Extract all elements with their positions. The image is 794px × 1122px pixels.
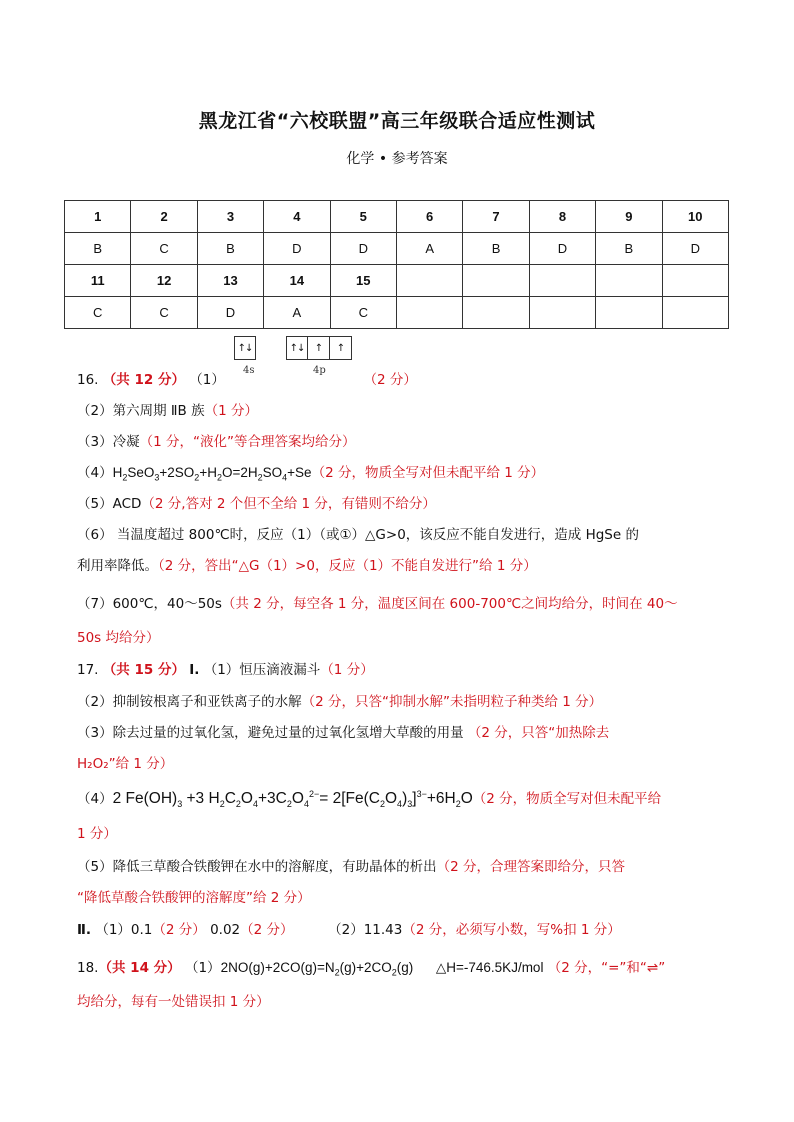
answer-text: （5）ACD <box>77 496 142 512</box>
table-row <box>65 233 729 265</box>
score-note: （2 分，合理答案即给分，只答 <box>436 859 625 875</box>
answer-text: （2）抑制铵根离子和亚铁离子的水解 <box>77 694 302 710</box>
question-number: 10 <box>662 201 728 233</box>
score-note: （2 分，物质全写对但未配平给 1 分） <box>311 465 545 481</box>
answer-cell: B <box>197 233 263 265</box>
orbital-box: ↑↓ <box>234 336 256 360</box>
score-note: （1 分，“液化”等合理答案均给分） <box>139 434 356 450</box>
score-note: 均给分，每有一处错误扣 1 分） <box>77 994 270 1010</box>
question-number: 16. <box>77 372 99 388</box>
answer-cell: C <box>131 297 197 329</box>
empty-cell <box>463 265 529 297</box>
question-number: 5 <box>330 201 396 233</box>
score-label: （共 14 分） <box>98 960 181 976</box>
equation: 2 $Fe(OH)_3 +3$ $H_2C_2O_4+3C_2O_4^{2-}= 2[Fe(C_2O_4)_3]^{3-}+6H_2O$ <box>112 788 473 810</box>
score-label: （共 15 分） <box>102 662 185 678</box>
score-note: （2 分） <box>363 372 417 388</box>
orbital-box: ↑ <box>308 336 330 360</box>
answer-cell: C <box>131 233 197 265</box>
q16-line7 <box>77 554 537 574</box>
question-number: 17. <box>77 662 99 678</box>
score-note: H₂O₂”给 1 分） <box>77 756 174 772</box>
score-note: （2 分，必须写小数，写%扣 1 分） <box>402 922 621 938</box>
q17-line6 <box>77 822 117 842</box>
empty-cell <box>396 297 462 329</box>
q16-line5 <box>77 492 436 512</box>
answer-text: （2）第六周期 ⅡB 族 <box>77 403 205 419</box>
score-note: （2 分，物质全写对但未配平给 <box>472 791 662 807</box>
score-note: （2 分） <box>240 922 294 938</box>
answer-table <box>64 200 729 329</box>
question-number: 18. <box>77 960 99 976</box>
score-label: （共 12 分） <box>102 372 185 388</box>
part-label: （1） <box>184 960 221 976</box>
answer-text: 利用率降低。 <box>77 558 158 574</box>
answer-text: （6） 当温度超过 800℃时，反应（1）（或①）△G>0，该反应不能自发进行，造成 HgSe 的 <box>77 527 639 543</box>
question-number: 8 <box>529 201 595 233</box>
q17-line7 <box>77 855 625 875</box>
question-number: 11 <box>65 265 131 297</box>
table-row <box>65 297 729 329</box>
question-number: 1 <box>65 201 131 233</box>
answer-cell: B <box>65 233 131 265</box>
part-label: Ⅰ. <box>189 662 200 678</box>
q18-line1 <box>77 956 665 978</box>
enthalpy: △H=-746.5KJ/mol <box>435 960 544 975</box>
question-number: 2 <box>131 201 197 233</box>
q17-line8 <box>77 886 311 906</box>
empty-cell <box>396 265 462 297</box>
equation: $2NO(g)+2CO(g)=N_2(g)+2CO_2(g)$ <box>220 960 414 978</box>
score-note: “降低草酸合铁酸钾的溶解度”给 2 分） <box>77 890 311 906</box>
q17-line4 <box>77 752 173 772</box>
score-note: （1 分） <box>320 662 374 678</box>
score-note: （2 分） <box>152 922 206 938</box>
q17-line1 <box>77 658 374 678</box>
question-number: 15 <box>330 265 396 297</box>
answer-text: （5）降低三草酸合铁酸钾在水中的溶解度，有助晶体的析出 <box>77 859 437 875</box>
q17-line2 <box>77 690 602 710</box>
answer-cell: C <box>330 297 396 329</box>
empty-cell <box>662 297 728 329</box>
answer-text: （2）11.43 <box>328 922 403 938</box>
part-label: （4） <box>77 465 113 481</box>
orbital-label-4s: 4s <box>243 365 255 376</box>
score-note: （1 分） <box>204 403 258 419</box>
answer-text: 0.02 <box>210 922 241 938</box>
question-number: 13 <box>197 265 263 297</box>
empty-cell <box>463 297 529 329</box>
question-number: 9 <box>596 201 662 233</box>
score-note: （2 分，只答“抑制水解”未指明粒子种类给 1 分） <box>301 694 603 710</box>
answer-cell: A <box>396 233 462 265</box>
score-note: （2 分,答对 2 个但不全给 1 分，有错则不给分） <box>141 496 436 512</box>
question-number: 3 <box>197 201 263 233</box>
answer-cell: B <box>596 233 662 265</box>
answer-cell: C <box>65 297 131 329</box>
q17-line9 <box>77 918 621 938</box>
answer-text: （1）恒压滴液漏斗 <box>203 662 321 678</box>
q16-line8 <box>77 592 678 612</box>
q16-line3 <box>77 430 355 450</box>
empty-cell <box>596 297 662 329</box>
answer-cell: D <box>662 233 728 265</box>
orbital-4s <box>234 336 256 360</box>
answer-text: （7）600℃，40～50s <box>77 596 222 612</box>
q16-line4 <box>77 461 544 483</box>
empty-cell <box>529 265 595 297</box>
orbital-label-4p: 4p <box>313 365 326 376</box>
q16-line2 <box>77 399 258 419</box>
question-number: 7 <box>463 201 529 233</box>
orbital-box: ↑↓ <box>286 336 308 360</box>
answer-text: （3）除去过量的过氧化氢，避免过量的过氧化氢增大草酸的用量 <box>77 725 468 741</box>
q16-line1 <box>77 368 417 388</box>
part-label: （4） <box>77 791 113 807</box>
answer-text: （3）冷凝 <box>77 434 140 450</box>
score-note: 1 分） <box>77 826 117 842</box>
score-note: 50s 均给分） <box>77 630 160 646</box>
equation: $H_2SeO_3+2SO_2+H_2O=2H_2SO_4+Se$ <box>112 465 312 483</box>
question-number: 4 <box>264 201 330 233</box>
table-row <box>65 201 729 233</box>
answer-cell: B <box>463 233 529 265</box>
empty-cell <box>529 297 595 329</box>
answer-cell: A <box>264 297 330 329</box>
score-note: （共 2 分，每空各 1 分，温度区间在 600-700℃之间均给分，时间在 40～ <box>221 596 678 612</box>
q17-line5 <box>77 787 661 809</box>
answer-text: （1）0.1 <box>95 922 153 938</box>
question-number: 6 <box>396 201 462 233</box>
answer-cell: D <box>264 233 330 265</box>
page-title: 黑龙江省“六校联盟”高三年级联合适应性测试 <box>198 110 596 132</box>
q18-line2 <box>77 990 270 1010</box>
table-row <box>65 265 729 297</box>
part-label: （1） <box>189 372 225 388</box>
orbital-box: ↑ <box>330 336 352 360</box>
question-number: 14 <box>264 265 330 297</box>
empty-cell <box>596 265 662 297</box>
q16-line9 <box>77 626 160 646</box>
part-label: Ⅱ. <box>77 922 92 938</box>
score-note: （2 分，“=”和“⇌” <box>547 960 666 976</box>
q17-line3 <box>77 721 609 741</box>
answer-cell: D <box>197 297 263 329</box>
empty-cell <box>662 265 728 297</box>
question-number: 12 <box>131 265 197 297</box>
answer-cell: D <box>330 233 396 265</box>
page-subtitle: 化学 • 参考答案 <box>346 151 448 167</box>
score-note: （2 分，答出“△G（1）>0，反应（1）不能自发进行”给 1 分） <box>158 558 537 574</box>
q16-line6 <box>77 523 639 543</box>
score-note: （2 分，只答“加热除去 <box>467 725 610 741</box>
answer-cell: D <box>529 233 595 265</box>
orbital-4p <box>286 336 352 360</box>
